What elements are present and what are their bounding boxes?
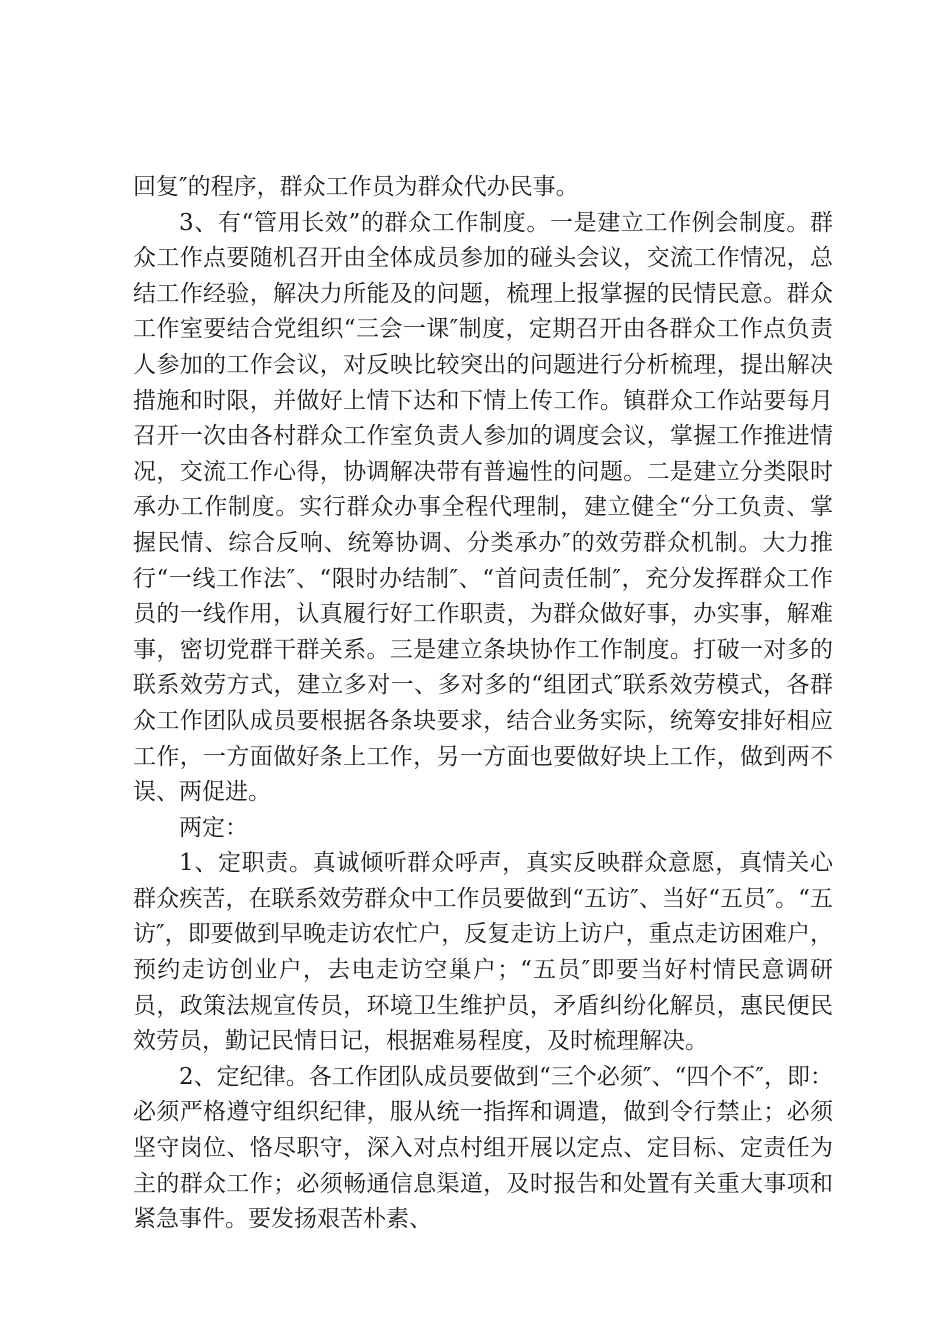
paragraph-define-duties: 1、定职责。真诚倾听群众呼声，真实反映群众意愿，真情关心群众疾苦，在联系效劳群众中工作员要做到“五访″、当好“五员″。“五访″，即要做到早晚走访农忙户，反复走访上访户，重点走访困难户，预约走访创业户，去电走访空巢户；“五员″即要当好村情民意调研员，政策法规宣传员，环境卫生维护员，矛盾纠纷化解员，惠民便民效劳员，勤记民情日记，根据难易程度，及时梳理解决。	[133, 850, 833, 1055]
paragraph-continuation: 回复″的程序，群众工作员为群众代办民事。	[133, 174, 579, 200]
paragraph-define-discipline: 2、定纪律。各工作团队成员要做到“三个必须″、“四个不″，即：必须严格遵守组织纪律，服从统一指挥和调遣，做到令行禁止；必须坚守岗位、恪尽职守，深入对点村组开展以定点、定目标、定责任为主的群众工作；必须畅通信息渠道，及时报告和处置有关重大事项和紧急事件。要发扬艰苦朴素、	[133, 1063, 833, 1233]
document-body	[133, 170, 833, 1238]
paragraph-section-3-system: 3、有“管用长效”的群众工作制度。一是建立工作例会制度。群众工作点要随机召开由全体成员参加的碰头会议，交流工作情况，总结工作经验，解决力所能及的问题，梳理上报掌握的民情民意。群众工作室要结合党组织“三会一课″制度，定期召开由各群众工作点负责人参加的工作会议，对反映比较突出的问题进行分析梳理，提出解决措施和时限，并做好上情下达和下情上传工作。镇群众工作站要每月召开一次由各村群众工作室负责人参加的调度会议，掌握工作推进情况，交流工作心得，协调解决带有普遍性的问题。二是建立分类限时承办工作制度。实行群众办事全程代理制，建立健全“分工负责、掌握民情、综合反响、统筹协调、分类承办″的效劳群众机制。大力推行“一线工作法″、“限时办结制″、“首问责任制″，充分发挥群众工作员的一线作用，认真履行好工作职责，为群众做好事，办实事，解难事，密切党群干群关系。三是建立条块协作工作制度。打破一对多的联系效劳方式，建立多对一、多对多的“组团式″联系效劳模式，各群众工作团队成员要根据各条块要求，结合业务实际，统筹安排好相应工作，一方面做好条上工作，另一方面也要做好块上工作，做到两不误、两促进。	[133, 209, 833, 806]
paragraph-heading-two-defines: 两定：	[179, 814, 248, 841]
